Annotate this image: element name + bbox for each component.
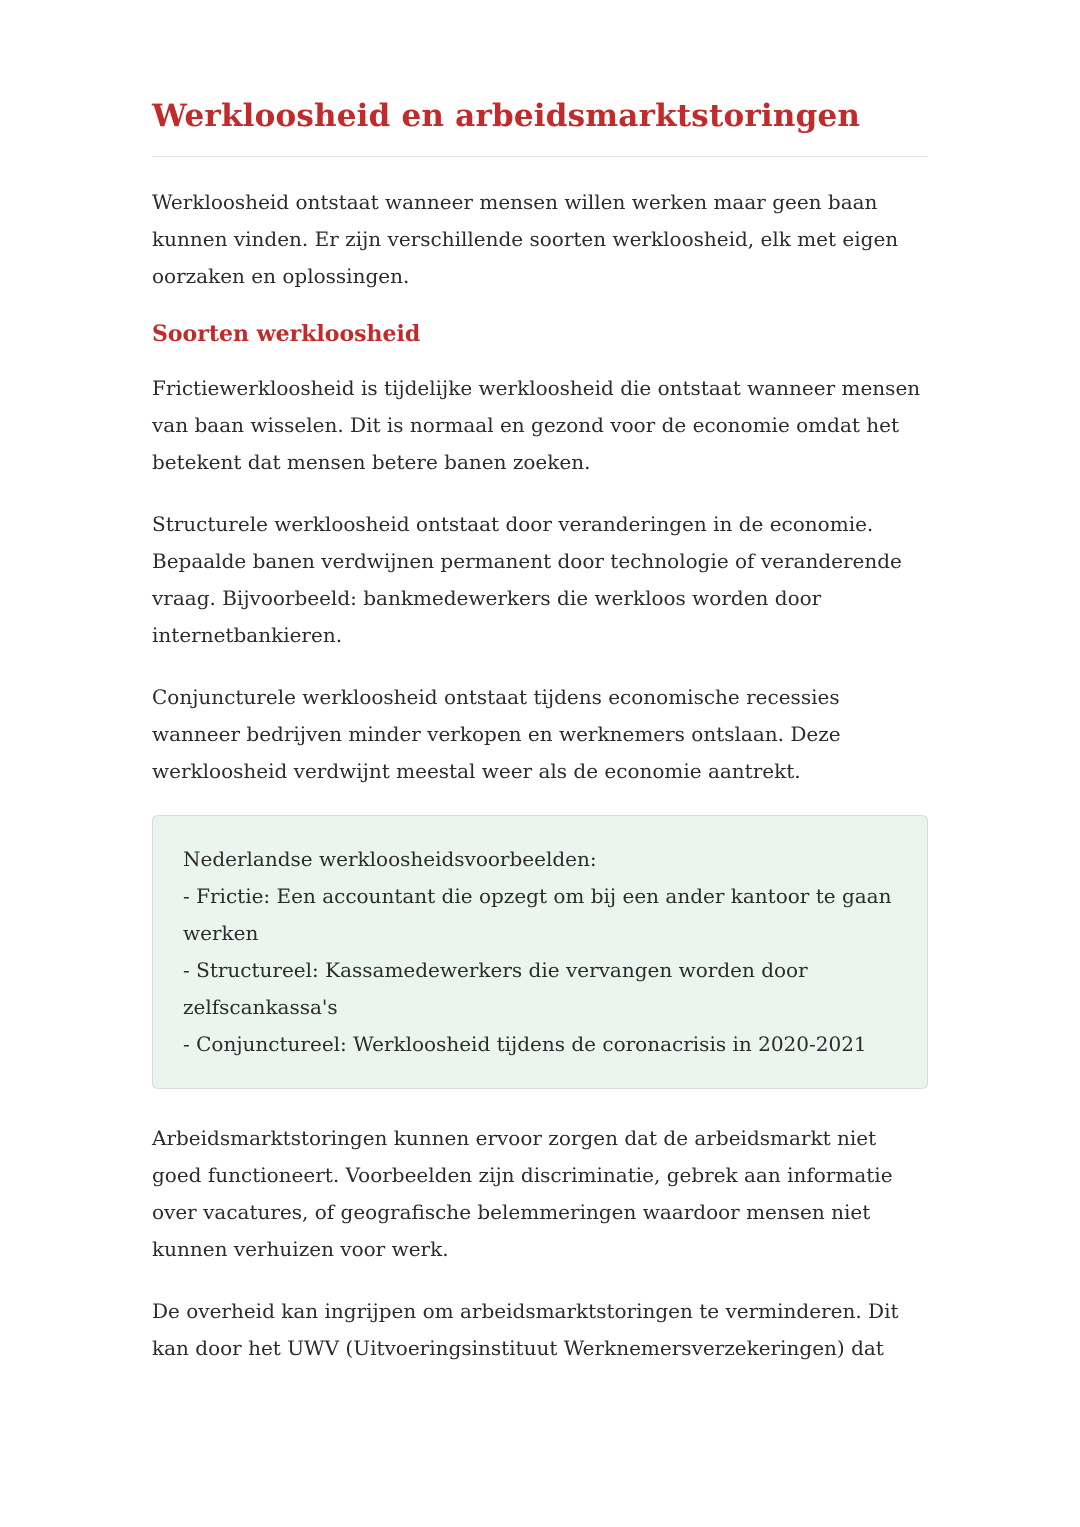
example-box (152, 815, 928, 1089)
section-subheading: Soorten werkloosheid (152, 321, 421, 348)
example-box-item-structureel: - Structureel: Kassamedewerkers die vervangen worden door zelfscankassa's (183, 957, 808, 1019)
title-divider (152, 156, 928, 157)
page-title: Werkloosheid en arbeidsmarktstoringen (152, 98, 861, 134)
paragraph-government-intervention: De overheid kan ingrijpen om arbeidsmarktstoringen te verminderen. Dit kan door het UWV (Uitvoeringsinstituut Werknemersverzekeringen) dat (152, 1298, 899, 1360)
paragraph-cyclical-unemployment: Conjuncturele werkloosheid ontstaat tijdens economische recessies wanneer bedrijven minder verkopen en werknemers ontslaan. Deze werkloosheid verdwijnt meestal weer als de economie aantrekt. (152, 684, 841, 783)
example-box-item-conjunctureel: - Conjunctureel: Werkloosheid tijdens de coronacrisis in 2020-2021 (183, 1031, 867, 1056)
article-content (152, 0, 928, 1367)
paragraph-structural-unemployment: Structurele werkloosheid ontstaat door veranderingen in de economie. Bepaalde banen verdwijnen permanent door technologie of veranderende vraag. Bijvoorbeeld: bankmedewerkers die werkloos worden door internetbankieren. (152, 511, 902, 647)
paragraph-frictional-unemployment: Frictiewerkloosheid is tijdelijke werkloosheid die ontstaat wanneer mensen van baan wisselen. Dit is normaal en gezond voor de economie omdat het betekent dat mensen betere banen zoeken. (152, 375, 921, 474)
example-box-title: Nederlandse werkloosheidsvoorbeelden: (183, 846, 597, 871)
intro-paragraph: Werkloosheid ontstaat wanneer mensen willen werken maar geen baan kunnen vinden. Er zijn verschillende soorten werkloosheid, elk met eigen oorzaken en oplossingen. (152, 190, 899, 289)
example-box-item-frictie: - Frictie: Een accountant die opzegt om bij een ander kantoor te gaan werken (183, 883, 892, 945)
paragraph-labor-market-disruptions: Arbeidsmarktstoringen kunnen ervoor zorgen dat de arbeidsmarkt niet goed functioneert. Voorbeelden zijn discriminatie, gebrek aan informatie over vacatures, of geografische belemmeringen waardoor mensen niet kunnen verhuizen voor werk. (152, 1125, 893, 1261)
